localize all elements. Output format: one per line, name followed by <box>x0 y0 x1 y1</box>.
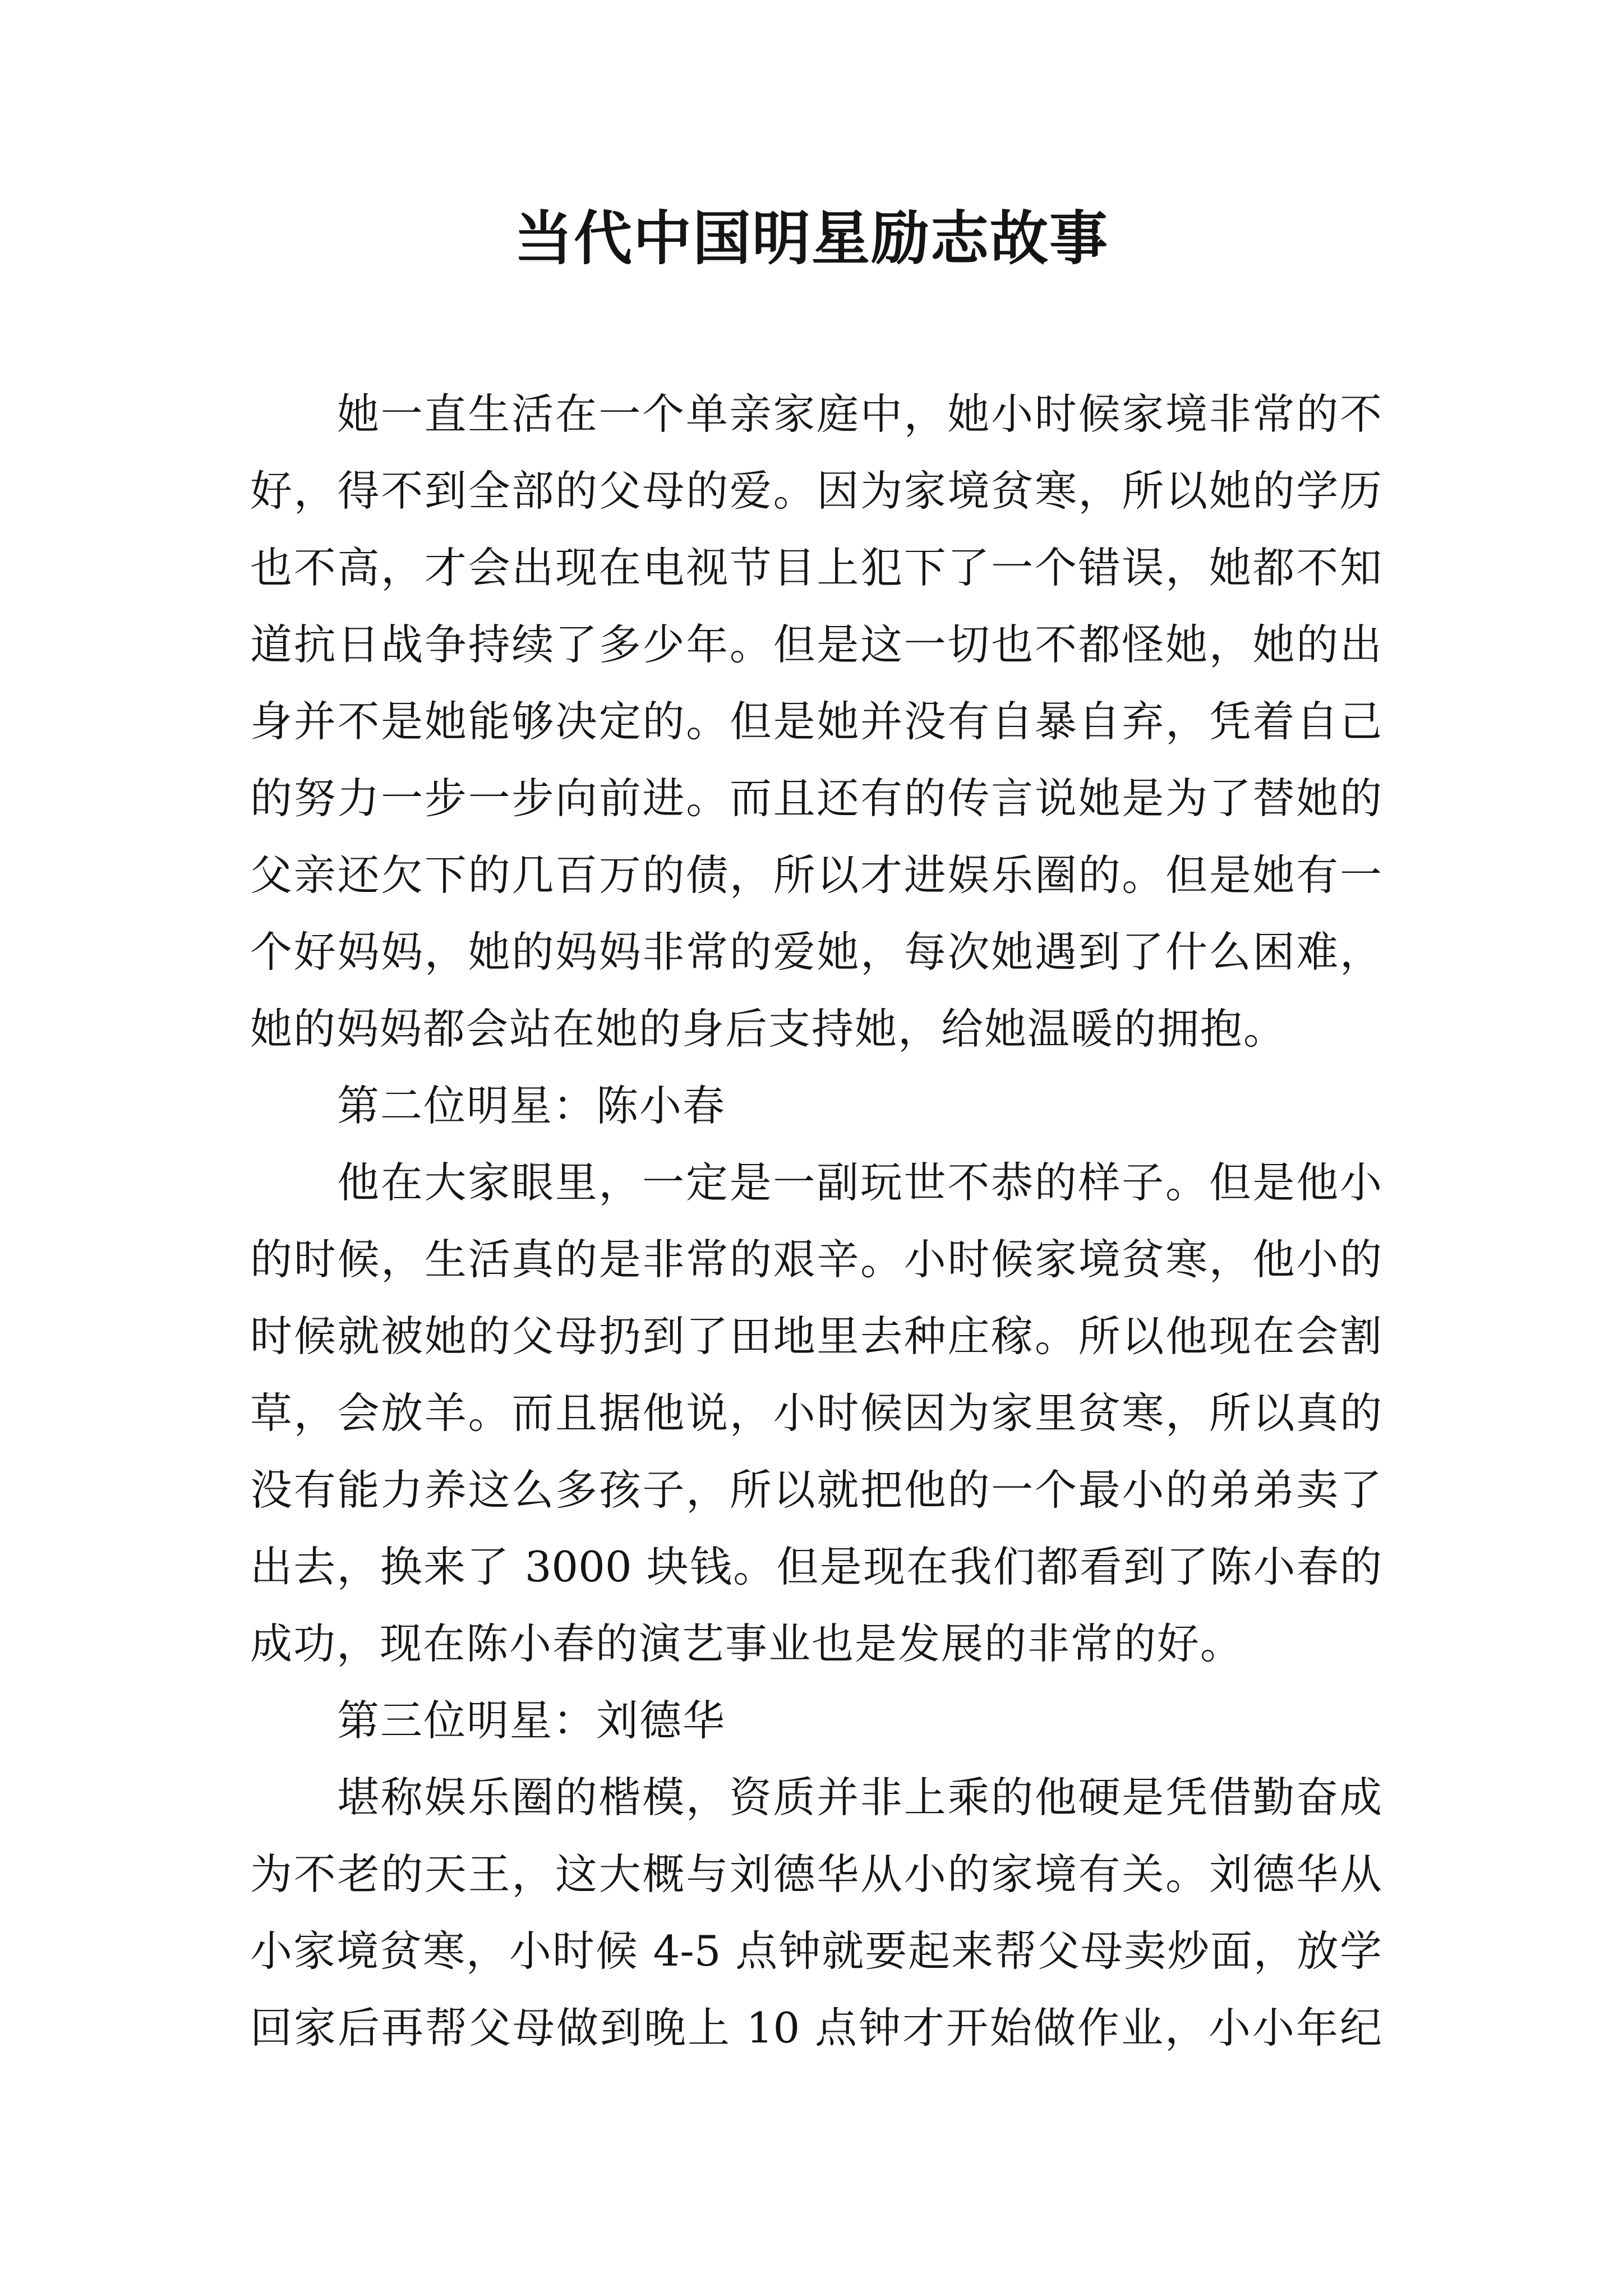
text-line: 他在大家眼里，一定是一副玩世不恭的样子。但是他小 <box>337 1158 1382 1207</box>
section-heading-second-star <box>250 1068 1382 1144</box>
text-line: 时候就被她的父母扔到了田地里去种庄稼。所以他现在会割 <box>250 1312 1382 1361</box>
paragraph-second-star <box>250 1144 1382 1682</box>
paragraph-third-star <box>250 1759 1382 2067</box>
text-line: 为不老的天王，这大概与刘德华从小的家境有关。刘德华从 <box>250 1849 1382 1899</box>
section-heading: 第二位明星：陈小春 <box>337 1081 726 1130</box>
text-line: 小家境贫寒，小时候 4-5 点钟就要起来帮父母卖炒面，放学 <box>250 1926 1382 1976</box>
text-line: 她的妈妈都会站在她的身后支持她，给她温暖的拥抱。 <box>250 1004 1287 1053</box>
section-heading-third-star <box>250 1682 1382 1759</box>
text-line: 草，会放羊。而且据他说，小时候因为家里贫寒，所以真的 <box>250 1388 1382 1438</box>
text-line: 父亲还欠下的几百万的债，所以才进娱乐圈的。但是她有一 <box>250 850 1382 900</box>
text-line: 道抗日战争持续了多少年。但是这一切也不都怪她，她的出 <box>250 620 1382 669</box>
text-line: 身并不是她能够决定的。但是她并没有自暴自弃，凭着自己 <box>250 697 1382 746</box>
text-line: 堪称娱乐圈的楷模，资质并非上乘的他硬是凭借勤奋成 <box>337 1773 1382 1822</box>
text-line: 的时候，生活真的是非常的艰辛。小时候家境贫寒，他小的 <box>250 1235 1382 1284</box>
text-line: 的努力一步一步向前进。而且还有的传言说她是为了替她的 <box>250 774 1382 823</box>
document-body <box>250 376 1382 2067</box>
text-line: 没有能力养这么多孩子，所以就把他的一个最小的弟弟卖了 <box>250 1465 1382 1515</box>
text-line: 好，得不到全部的父母的爱。因为家境贫寒，所以她的学历 <box>250 466 1382 516</box>
text-line: 个好妈妈，她的妈妈非常的爱她，每次她遇到了什么困难， <box>250 927 1382 977</box>
paragraph-intro <box>250 376 1382 1068</box>
text-line: 回家后再帮父母做到晚上 10 点钟才开始做作业，小小年纪 <box>250 2003 1382 2053</box>
text-line: 成功，现在陈小春的演艺事业也是发展的非常的好。 <box>250 1619 1244 1668</box>
text-line: 也不高，才会出现在电视节目上犯下了一个错误，她都不知 <box>250 543 1382 592</box>
text-line: 出去，换来了 3000 块钱。但是现在我们都看到了陈小春的 <box>250 1542 1382 1591</box>
section-heading: 第三位明星：刘德华 <box>337 1696 726 1745</box>
document-title: 当代中国明星励志故事 <box>514 204 1109 273</box>
text-line: 她一直生活在一个单亲家庭中，她小时候家境非常的不 <box>337 389 1382 439</box>
